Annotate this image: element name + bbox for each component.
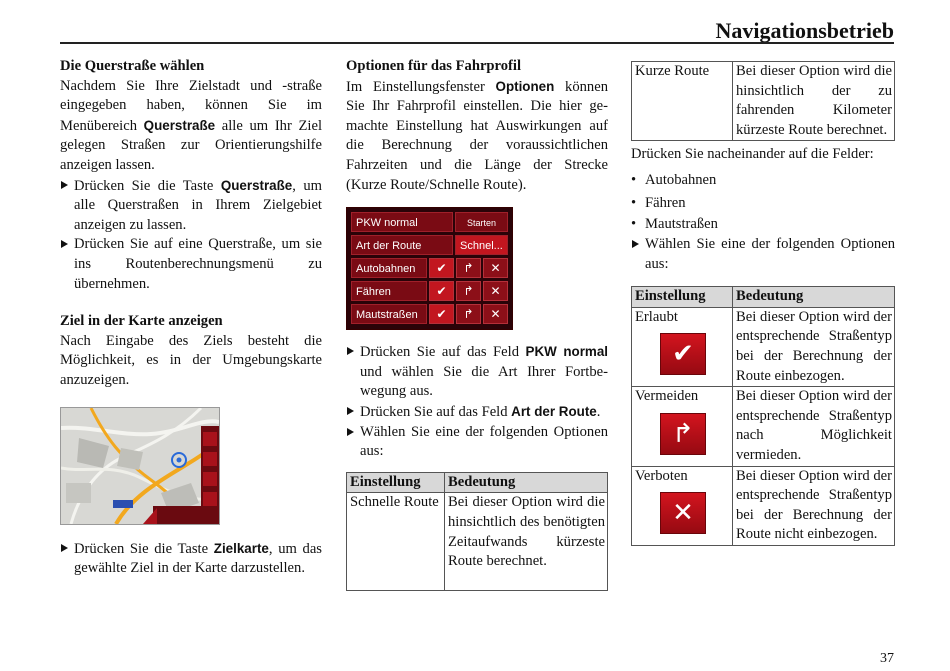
step-art-der-route <box>346 402 608 423</box>
step-choose-option: Wählen Sie eine der folgenden Optionen aus: <box>346 423 608 462</box>
table-cell-meaning: Bei dieser Option wird die hinsichtlich der zu fahrenden Kilometer kürzeste Route berechnet. <box>733 62 895 141</box>
avoid-arrow-icon: ↱ <box>456 304 481 324</box>
spacer <box>60 294 322 312</box>
map-graphic <box>61 408 219 524</box>
key-zielkarte: Zielkarte <box>213 540 269 556</box>
column-3 <box>631 61 895 546</box>
text: Drücken Sie die Taste <box>74 540 214 557</box>
route-type-table-continued <box>631 61 895 141</box>
table-cell-setting <box>632 387 733 466</box>
querstrasse-paragraph <box>60 77 322 176</box>
text: Nachdem Sie Ihre Zielstadt und -straße eingegeben haben, können Sie im Menübereich <box>60 77 322 134</box>
check-icon: ✔ <box>660 333 706 375</box>
section-title-querstrasse: Die Querstraße wählen <box>60 58 205 74</box>
device-start-button: Starten <box>455 212 508 232</box>
road-type-table <box>631 286 895 546</box>
options-screen-screenshot <box>346 207 513 330</box>
step-select-querstrasse: Drücken Sie auf eine Querstraße, um sie ins Routenberechnungsmenü zu übernehmen. <box>60 235 322 294</box>
check-icon: ✔ <box>429 281 454 301</box>
key-querstrasse: Querstraße <box>220 177 293 193</box>
device-row-route <box>351 235 508 255</box>
list-item: • Autobahnen <box>631 169 895 192</box>
page-number: 37 <box>880 651 894 666</box>
field-list <box>631 169 895 234</box>
device-row-faehren <box>351 281 508 301</box>
device-row-label: Autobahnen <box>351 258 427 278</box>
check-icon: ✔ <box>429 258 454 278</box>
device-row-autobahnen <box>351 258 508 278</box>
zielkarte-paragraph: Nach Eingabe des Ziels besteht die Möglichkeit, es in der Umgebungskarte anzuzeigen. <box>60 332 322 388</box>
step-querstrasse-key <box>60 176 322 236</box>
text: können Sie Ihr Fahrprofil einstellen. Die hier gemachte Einstellung hat Auswirkungen auf die Berechnung der voraussichtlichen Fahrzeiten und die Länge der Strecke (Kurze Route/Schnelle Route). <box>346 78 608 193</box>
table-header-row <box>347 472 608 493</box>
cross-icon: ✕ <box>483 281 508 301</box>
cross-icon: ✕ <box>483 304 508 324</box>
table-header: Einstellung <box>347 472 445 493</box>
table-row <box>632 307 895 386</box>
setting-label: Erlaubt <box>635 308 678 325</box>
key-optionen: Optionen <box>495 78 555 94</box>
table-row <box>632 466 895 545</box>
cross-icon: ✕ <box>483 258 508 278</box>
text: Drücken Sie die Taste <box>74 177 221 194</box>
step-choose-option: Wählen Sie eine der folgenden Optionen aus: <box>631 235 895 274</box>
text: alle um Ihr Ziel gelegen Straßen zur Orientierungshilfe anzeigen lassen. <box>60 117 322 173</box>
avoid-arrow-icon: ↱ <box>456 281 481 301</box>
table-header: Einstellung <box>632 287 733 308</box>
table-cell-meaning: Bei dieser Option wird der entsprechende Straßentyp bei der Berechnung der Route nicht einbezogen. <box>733 466 895 545</box>
text: , um alle Querstraßen in Ihrem Zielgebiet anzeigen zu lassen. <box>74 177 323 233</box>
avoid-arrow-icon: ↱ <box>660 413 706 455</box>
fahrprofil-paragraph <box>346 77 608 196</box>
setting-label: Vermeiden <box>635 388 699 405</box>
list-item: • Mautstraßen <box>631 215 895 234</box>
device-row-label: Fähren <box>351 281 427 301</box>
table-row <box>347 493 608 591</box>
text: , um das gewählte Ziel in der Karte darzustellen. <box>74 540 322 577</box>
step-pkw-normal <box>346 342 608 402</box>
section-title-zielkarte: Ziel in der Karte anzeigen <box>60 313 223 330</box>
table-cell-setting: Schnelle Route <box>347 493 445 591</box>
column-1 <box>60 57 322 579</box>
route-type-table <box>346 472 608 592</box>
section-title-fahrprofil: Optionen für das Fahrprofil <box>346 58 522 74</box>
table-cell-meaning: Bei dieser Option wird der entsprechende Straßentyp bei der Berechnung der Route einbezogen. <box>733 307 895 386</box>
key-art-der-route: Art der Route <box>511 403 597 419</box>
device-profile-field: PKW normal <box>351 212 453 232</box>
table-cell-setting <box>632 307 733 386</box>
device-row-label: Mautstraßen <box>351 304 427 324</box>
fields-paragraph: Drücken Sie nacheinander auf die Felder: <box>631 146 874 163</box>
device-row-profile <box>351 212 508 232</box>
table-row <box>632 62 895 141</box>
text: und wählen Sie die Art Ihrer Fortbewegung aus. <box>360 363 608 400</box>
map-screenshot <box>60 407 220 525</box>
device-route-value: Schnel... <box>455 235 508 255</box>
text: Drücken Sie auf das Feld <box>360 344 526 361</box>
table-header: Bedeutung <box>733 287 895 308</box>
cross-icon: ✕ <box>660 492 706 534</box>
page-header-title: Navigationsbetrieb <box>715 18 894 43</box>
table-cell-meaning: Bei dieser Option wird der entsprechende Straßentyp nach Möglichkeit vermieden. <box>733 387 895 466</box>
avoid-arrow-icon: ↱ <box>456 258 481 278</box>
device-row-maut <box>351 304 508 324</box>
text: . <box>596 403 601 420</box>
column-2 <box>346 57 608 591</box>
table-header-row <box>632 287 895 308</box>
setting-label: Verboten <box>635 467 688 484</box>
list-item: • Fähren <box>631 192 895 215</box>
text: Drücken Sie auf das Feld <box>360 403 512 420</box>
table-header: Bedeutung <box>445 472 608 493</box>
table-row <box>632 387 895 466</box>
text: Im Einstellungsfenster <box>346 78 496 95</box>
header-rule <box>60 42 894 44</box>
key-pkw-normal: PKW normal <box>525 344 609 360</box>
table-cell-setting <box>632 466 733 545</box>
table-cell-setting: Kurze Route <box>632 62 733 141</box>
step-zielkarte-key <box>60 539 322 579</box>
key-querstrasse: Querstraße <box>143 117 216 133</box>
table-cell-meaning: Bei dieser Option wird die hinsichtlich des benötigten Zeitaufwands kürzeste Route berechnet. <box>445 493 608 591</box>
device-route-type-label: Art der Route <box>351 235 453 255</box>
check-icon: ✔ <box>429 304 454 324</box>
